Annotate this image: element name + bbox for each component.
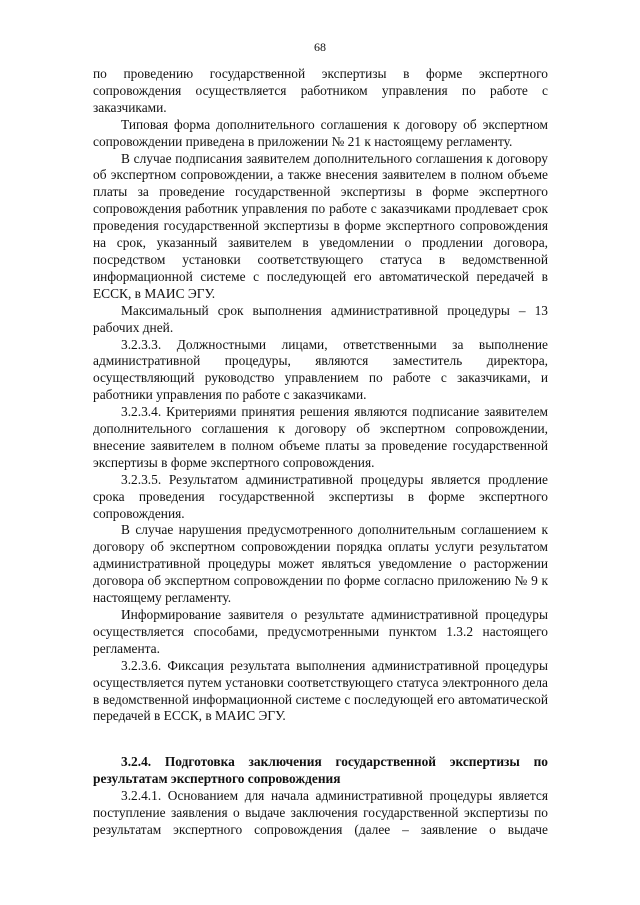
paragraph: Типовая форма дополнительного соглашения к договору об экспертном сопровождении приведена в приложении № 21 к настоящему регламенту. bbox=[93, 116, 548, 149]
paragraph: В случае подписания заявителем дополнительного соглашения к договору об экспертном сопровождении, а также внесения заявителем в полном объеме платы за проведение государственной экспертизы в форме экспертного сопровождения работник управления по работе с заказчиками продлевает срок проведения государственной экспертизы в форме экспертного сопровождения на срок, указанный заявителем в уведомлении о продлении договора, посредством установки соответствующего статуса в ведомственной информационной системе с последующей его автоматической передачей в ЕССК, в МАИС ЭГУ. bbox=[93, 150, 548, 301]
paragraph: по проведению государственной экспертизы в форме экспертного сопровождения осуществляется работником управления по работе с заказчиками. bbox=[93, 66, 548, 115]
paragraph: 3.2.3.6. Фиксация результата выполнения административной процедуры осуществляется путем установки соответствующего статуса электронного дела в ведомственной информационной системе с последующей его автоматической передачей в ЕССК, в МАИС ЭГУ. bbox=[93, 657, 548, 724]
paragraph: Максимальный срок выполнения административной процедуры – 13 рабочих дней. bbox=[93, 302, 548, 335]
paragraph: Информирование заявителя о результате административной процедуры осуществляется способами, предусмотренными пунктом 1.3.2 настоящего регламента. bbox=[93, 607, 548, 656]
paragraph: 3.2.4.1. Основанием для начала административной процедуры является поступление заявления о выдаче заключения государственной экспертизы по результатам экспертного сопровождения (далее – заявление о выдаче bbox=[93, 788, 548, 837]
paragraph: 3.2.3.5. Результатом административной процедуры является продление срока проведения государственной экспертизы в форме экспертного сопровождения. bbox=[93, 471, 548, 521]
document-body bbox=[93, 66, 548, 839]
paragraph: 3.2.3.3. Должностными лицами, ответственными за выполнение административной процедуры, являются заместитель директора, осуществляющий руководство управлением по работе с заказчиками, и работники управления по работе с заказчиками. bbox=[93, 336, 548, 403]
paragraph: В случае нарушения предусмотренного дополнительным соглашением к договору об экспертном сопровождении порядка оплаты услуги результатом административной процедуры может являться уведомление о расторжении договора об экспертном сопровождении по форме согласно приложению № 9 к настоящему регламенту. bbox=[93, 522, 548, 606]
paragraph: 3.2.3.4. Критериями принятия решения являются подписание заявителем дополнительного соглашения к договору об экспертном сопровождении, внесение заявителем в полном объеме платы за проведение государственной экспертизы в форме экспертного сопровождения. bbox=[93, 404, 548, 470]
page-number: 68 bbox=[314, 40, 326, 54]
section-heading: 3.2.4. Подготовка заключения государственной экспертизы по результатам экспертного сопровождения bbox=[93, 754, 548, 787]
